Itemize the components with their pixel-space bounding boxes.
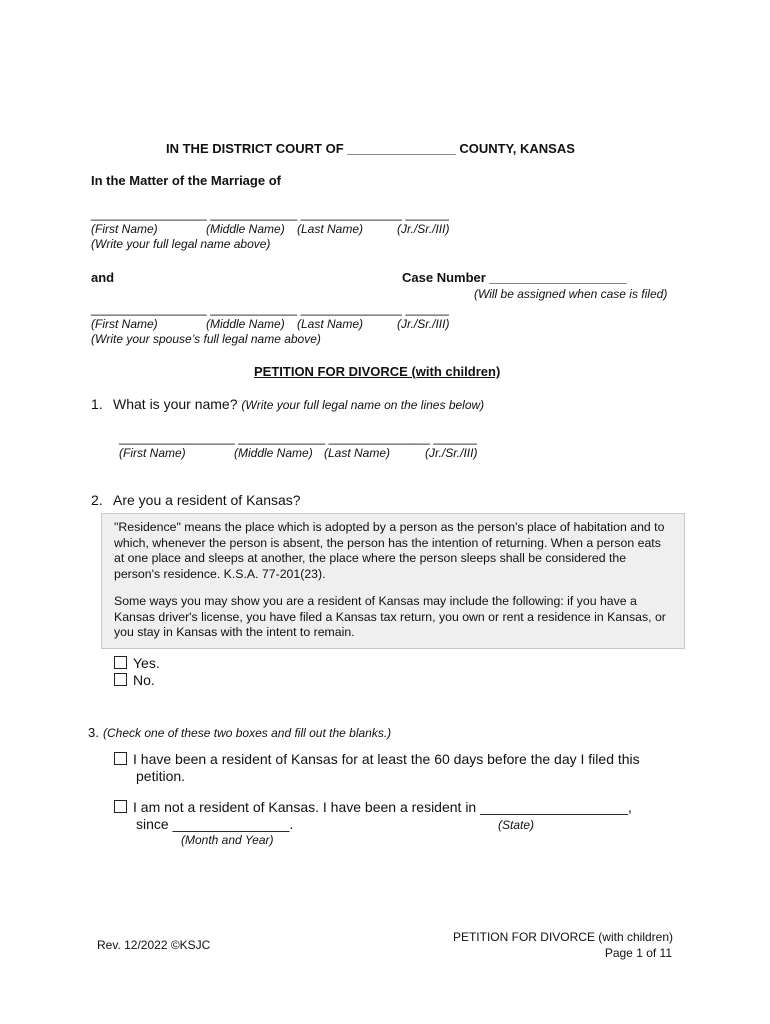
document-title: PETITION FOR DIVORCE (with children) (254, 364, 501, 379)
q1-hint: (Write your full legal name on the lines below) (241, 398, 485, 412)
and-label: and (91, 270, 115, 285)
q2-number: 2. (91, 492, 103, 508)
petitioner-instruction: (Write your full legal name above) (91, 237, 271, 251)
q1-suffix-label: (Jr./Sr./III) (425, 446, 478, 460)
since-month-year-field[interactable]: since _______________. (136, 816, 294, 832)
month-year-label: (Month and Year) (181, 833, 274, 847)
not-resident-text[interactable]: I am not a resident of Kansas. I have been a resident in ___________________, (133, 799, 632, 815)
petitioner-suffix-label: (Jr./Sr./III) (397, 222, 450, 236)
no-checkbox[interactable] (114, 673, 127, 686)
q1-first-label: (First Name) (119, 446, 186, 460)
residence-definition: "Residence" means the place which is adopted by a person as the person's place of habitation and to which, whenever the person is absent, the person has the intention of returning. When a person eats at one place and sleeps at another, the place where the person sleeps shall be considered the person's residence. K.S.A. 77-201(23). (114, 520, 665, 581)
residence-proof-examples: Some ways you may show you are a resident of Kansas may include the following: if you have a Kansas driver's license, you have filed a Kansas tax return, you own or rent a residence in Kansas, or you stay in Kansas with the intent to remain. (114, 594, 666, 639)
respondent-middle-label: (Middle Name) (206, 317, 285, 331)
petitioner-middle-label: (Middle Name) (206, 222, 285, 236)
footer-form-title: PETITION FOR DIVORCE (with children) (452, 930, 673, 944)
q1-name-line[interactable]: ________________ ____________ ______________ ______ (119, 430, 477, 445)
resident-60-days-text-cont: petition. (136, 768, 186, 784)
case-number-note: (Will be assigned when case is filed) (474, 287, 668, 301)
q1-middle-label: (Middle Name) (234, 446, 313, 460)
respondent-suffix-label: (Jr./Sr./III) (397, 317, 450, 331)
petitioner-last-label: (Last Name) (297, 222, 364, 236)
q1-question-text: What is your name? (113, 396, 238, 412)
q2-question: Are you a resident of Kansas? (113, 492, 301, 508)
respondent-first-label: (First Name) (91, 317, 158, 331)
q1-last-label: (Last Name) (324, 446, 391, 460)
no-label: No. (133, 672, 155, 688)
case-number-label: Case Number ___________________ (402, 270, 627, 285)
revision-note: Rev. 12/2022 ©KSJC (97, 938, 211, 952)
q1-number: 1. (91, 396, 103, 412)
case-number-field[interactable] (402, 270, 627, 285)
state-label: (State) (498, 818, 535, 832)
yes-label: Yes. (133, 655, 160, 671)
respondent-name-line[interactable]: ________________ ____________ ______________ ______ (91, 301, 449, 316)
court-header: IN THE DISTRICT COURT OF _______________ COUNTY, KANSAS (166, 141, 575, 156)
q3-instruction: (Check one of these two boxes and fill out the blanks.) (103, 726, 392, 740)
residence-info-box (101, 513, 685, 649)
resident-60-days-text: I have been a resident of Kansas for at least the 60 days before the day I filed this (133, 751, 640, 767)
respondent-instruction: (Write your spouse’s full legal name above) (91, 332, 321, 346)
not-resident-checkbox[interactable] (114, 800, 127, 813)
petitioner-first-label: (First Name) (91, 222, 158, 236)
page-number: Page 1 of 11 (604, 946, 672, 960)
respondent-last-label: (Last Name) (297, 317, 364, 331)
q1-question (113, 396, 484, 412)
yes-checkbox[interactable] (114, 656, 127, 669)
q3-number: 3. (88, 725, 99, 740)
matter-of-heading: In the Matter of the Marriage of (91, 173, 281, 188)
resident-60-days-checkbox[interactable] (114, 752, 127, 765)
petitioner-name-line[interactable]: ________________ ____________ ______________ ______ (91, 206, 449, 221)
